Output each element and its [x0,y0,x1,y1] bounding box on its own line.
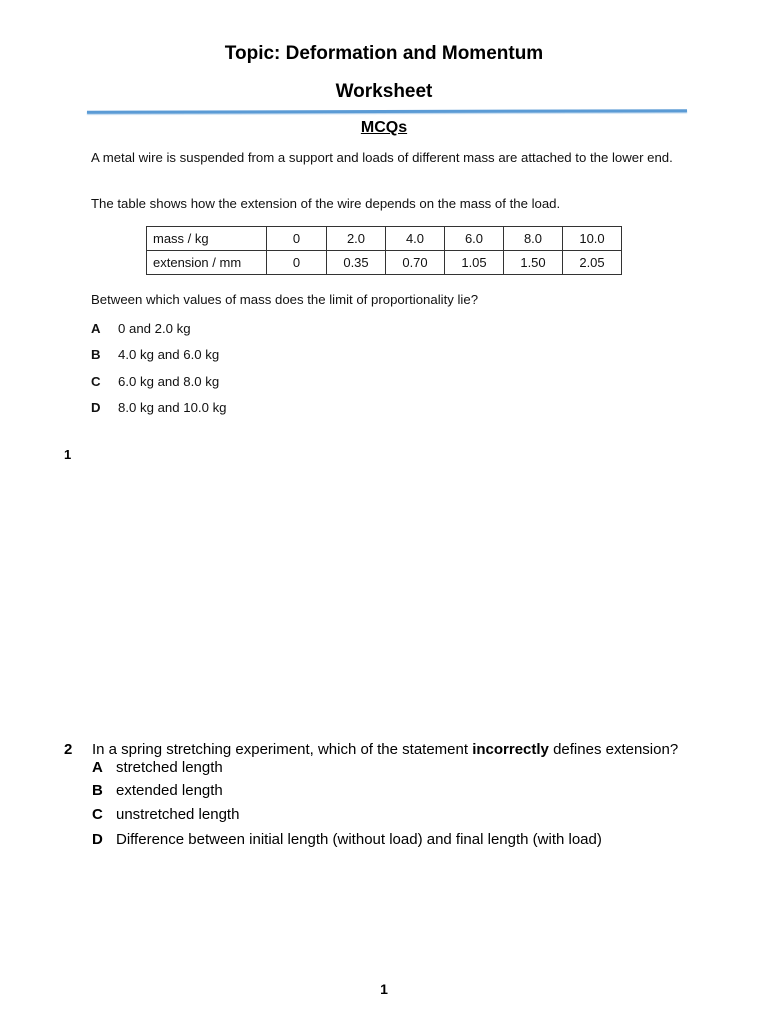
section-heading: MCQs [360,119,408,136]
worksheet-subtitle: Worksheet [335,81,433,102]
option-text: extended length [116,782,223,799]
page-title: Topic: Deformation and Momentum [224,43,544,64]
table-cell: 6.0 [445,227,504,251]
q1-table-intro: The table shows how the extension of the wire depends on the mass of the load. [91,196,561,211]
option-text: 8.0 kg and 10.0 kg [118,400,227,415]
q2-option-a[interactable] [92,759,223,776]
table-cell: 4.0 [386,227,445,251]
option-text: 0 and 2.0 kg [118,321,191,336]
option-letter: A [92,759,103,776]
q1-option-b[interactable] [91,347,219,362]
q2-option-d[interactable] [92,831,602,848]
q2-question-end: defines extension? [548,741,679,758]
row-header: extension / mm [147,251,267,275]
table-cell: 0 [267,251,327,275]
table-cell: 2.0 [327,227,386,251]
option-text: stretched length [116,759,223,776]
row-header: mass / kg [147,227,267,251]
table-cell: 8.0 [504,227,563,251]
table-cell: 10.0 [563,227,622,251]
table-row [147,251,622,275]
mass-extension-table [146,226,622,275]
q2-option-c[interactable] [92,806,239,823]
q2-question-start: In a spring stretching experiment, which of the statement [92,741,473,758]
option-text: unstretched length [116,806,240,823]
table-cell: 1.50 [504,251,563,275]
option-letter: D [92,831,103,848]
option-letter: A [91,321,101,336]
option-text: Difference between initial length (without load) and final length (with load) [116,831,602,848]
q2-option-b[interactable] [92,782,223,799]
q1-question: Between which values of mass does the limit of proportionality lie? [91,292,479,307]
option-text: 6.0 kg and 8.0 kg [118,374,220,389]
page-number: 1 [380,981,388,997]
q1-option-c[interactable] [91,374,219,389]
q1-intro: A metal wire is suspended from a support and loads of different mass are attached to the lower end. [91,150,673,165]
option-letter: B [92,782,103,799]
header-divider [87,109,687,114]
q1-number: 1 [64,447,72,462]
table-cell: 0.35 [327,251,386,275]
table-cell: 1.05 [445,251,504,275]
option-letter: B [91,347,101,362]
table-cell: 0 [267,227,327,251]
table-cell: 2.05 [563,251,622,275]
q1-option-a[interactable] [91,321,191,336]
option-letter: C [92,806,103,823]
table-row [147,227,622,251]
option-letter: C [91,374,101,389]
table-cell: 0.70 [386,251,445,275]
q2-question [92,741,678,758]
q2-number: 2 [64,741,73,758]
option-letter: D [91,400,101,415]
q2-question-emphasis: incorrectly [472,741,549,758]
q1-option-d[interactable] [91,400,227,415]
option-text: 4.0 kg and 6.0 kg [118,347,220,362]
